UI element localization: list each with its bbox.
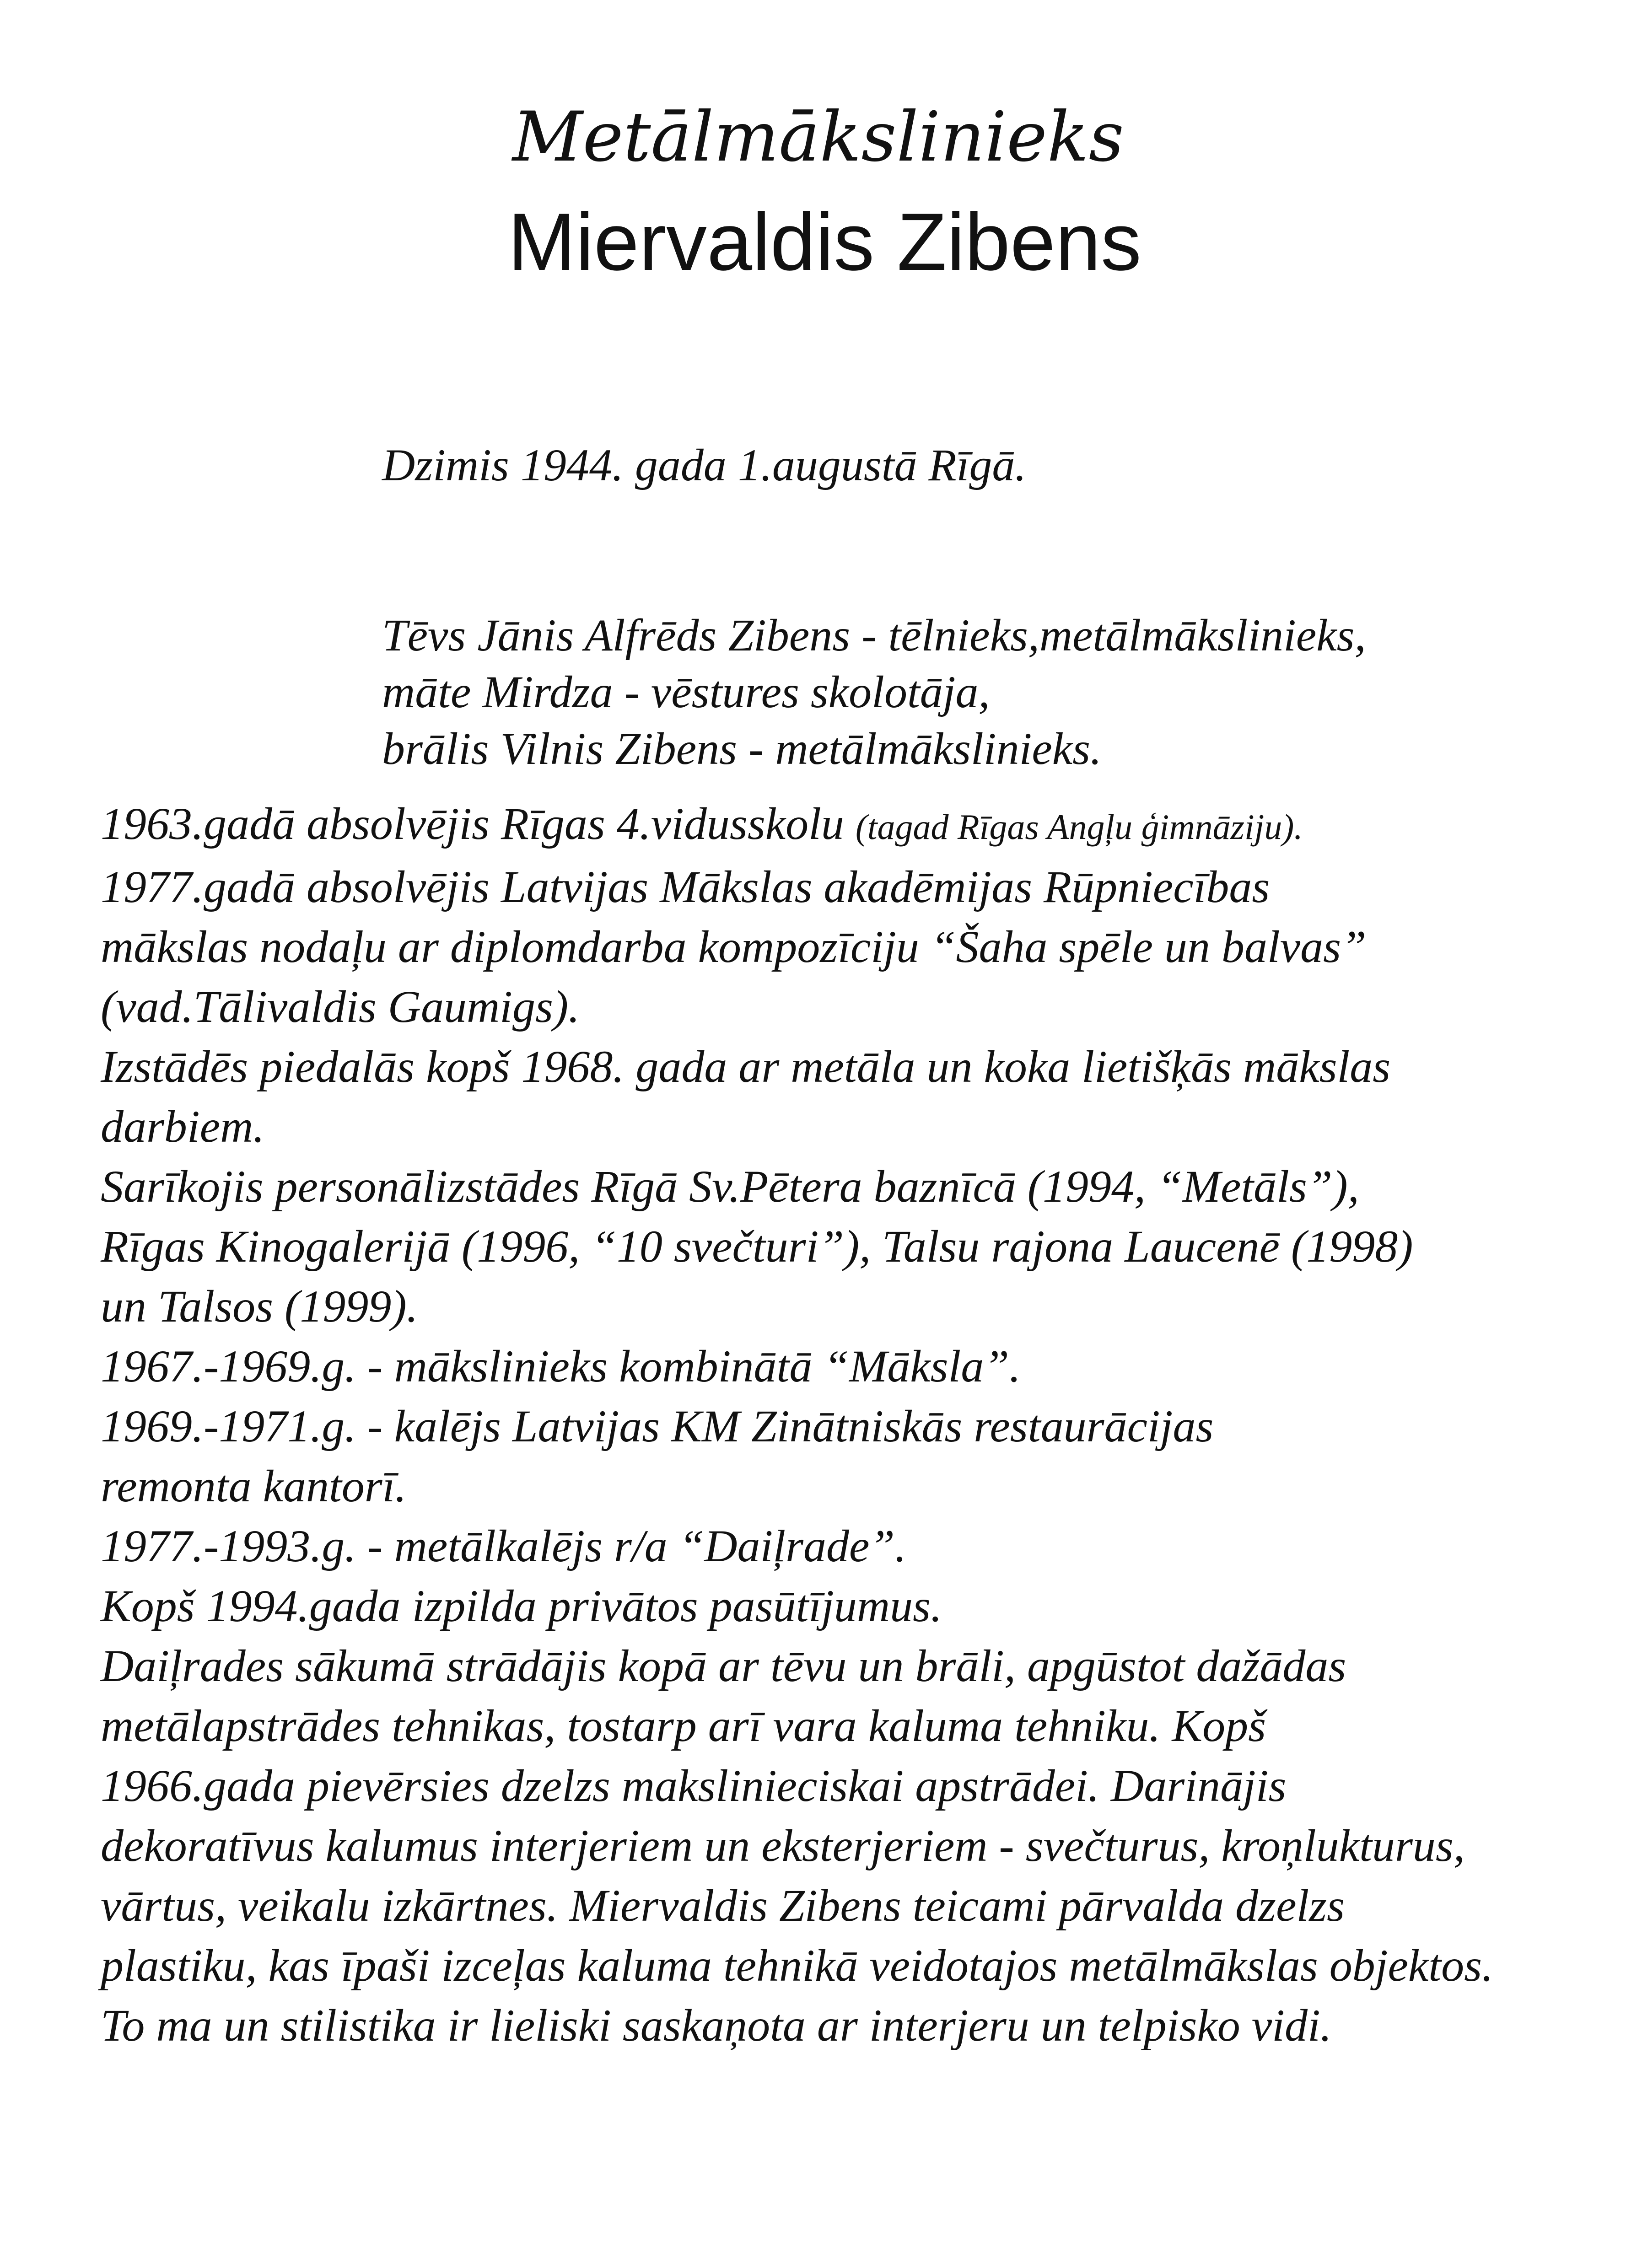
bio-line: un Talsos (1999). bbox=[101, 1281, 418, 1332]
family-line: Tēvs Jānis Alfrēds Zibens - tēlnieks,metālmākslinieks, bbox=[382, 610, 1366, 661]
family-line: māte Mirdza - vēstures skolotāja, bbox=[382, 666, 990, 717]
bio-line: darbiem. bbox=[101, 1101, 265, 1152]
bio-line: Rīgas Kinogalerijā (1996, “10 svečturi”), Talsu rajona Laucenē (1998) bbox=[101, 1221, 1413, 1272]
bio-line: 1977.-1993.g. - metālkalējs r/a “Daiļrade”. bbox=[101, 1521, 907, 1571]
bio-line: 1977.gadā absolvējis Latvijas Mākslas akadēmijas Rūpniecības bbox=[101, 861, 1270, 912]
bio-line: vārtus, veikalu izkārtnes. Miervaldis Zibens teicami pārvalda dzelzs bbox=[101, 1880, 1345, 1931]
page-title: Miervaldis Zibens bbox=[508, 196, 1141, 287]
family-line: brālis Vilnis Zibens - metālmākslinieks. bbox=[382, 723, 1102, 774]
birth-line: Dzimis 1944. gada 1.augustā Rīgā. bbox=[382, 440, 1027, 490]
bio-line: mākslas nodaļu ar diplomdarba kompozīciju “Šaha spēle un balvas” bbox=[101, 921, 1367, 972]
bio-line: Daiļrades sākumā strādājis kopā ar tēvu un brāli, apgūstot dažādas bbox=[101, 1640, 1346, 1691]
bio-line: dekoratīvus kalumus interjeriem un eksterjeriem - svečturus, kroņlukturus, bbox=[101, 1820, 1465, 1871]
bio-line-first bbox=[101, 794, 1493, 857]
bio-line: Sarīkojis personālizstādes Rīgā Sv.Pētera baznīcā (1994, “Metāls”), bbox=[101, 1161, 1359, 1212]
bio-line: (vad.Tālivaldis Gaumigs). bbox=[101, 981, 580, 1032]
bio-line: Izstādēs piedalās kopš 1968. gada ar metāla un koka lietišķās mākslas bbox=[101, 1041, 1391, 1092]
bio-line-main: 1963.gadā absolvējis Rīgas 4.vidusskolu bbox=[101, 798, 856, 849]
bio-line: remonta kantorī. bbox=[101, 1461, 407, 1511]
intro-block bbox=[382, 437, 1366, 777]
bio-line: To ma un stilistika ir lieliski saskaņota ar interjeru un telpisko vidi. bbox=[101, 2000, 1332, 2051]
bio-line-note: (tagad Rīgas Angļu ģimnāziju). bbox=[855, 807, 1303, 847]
bio-line: 1969.-1971.g. - kalējs Latvijas KM Zinātniskās restaurācijas bbox=[101, 1401, 1214, 1451]
title-subtitle: Metālmākslinieks bbox=[512, 97, 1124, 177]
bio-line: 1967.-1969.g. - mākslinieks kombinātā “Māksla”. bbox=[101, 1341, 1021, 1392]
bio-line: plastiku, kas īpaši izceļas kaluma tehnikā veidotajos metālmākslas objektos. bbox=[101, 1940, 1493, 1991]
intro-spacer bbox=[382, 494, 1366, 607]
biography-block bbox=[101, 794, 1493, 2055]
bio-line: metālapstrādes tehnikas, tostarp arī vara kaluma tehniku. Kopš bbox=[101, 1700, 1266, 1751]
bio-line: Kopš 1994.gada izpilda privātos pasūtījumus. bbox=[101, 1580, 942, 1631]
bio-line: 1966.gada pievērsies dzelzs makslinieciskai apstrādei. Darinājis bbox=[101, 1760, 1287, 1811]
